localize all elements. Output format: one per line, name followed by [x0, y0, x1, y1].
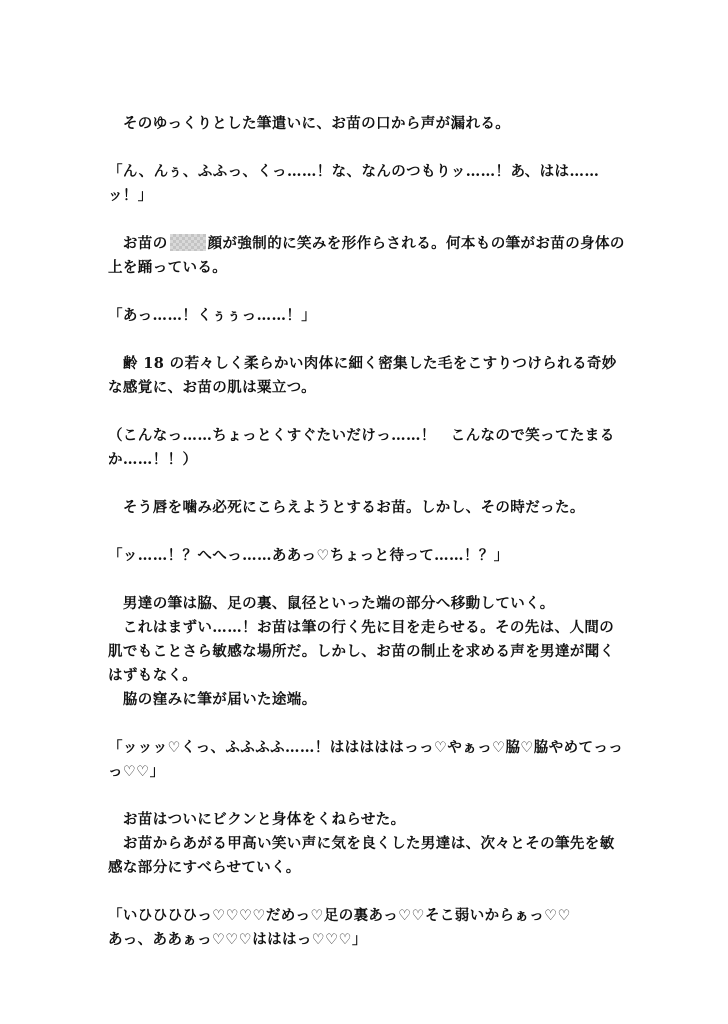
- paragraph-2: [108, 160, 628, 208]
- paragraph-10: [108, 736, 628, 784]
- text-line: これはまずい……！お苗は筆の行く先に目を走らせる。その先は、人間の: [108, 619, 615, 636]
- dialogue-line: あっ、ああぁっ♡♡♡はははっ♡♡♡」: [108, 931, 367, 948]
- dialogue-line: っ♡♡」: [108, 763, 165, 780]
- dialogue-line: 「ん、んぅ、ふふっ、くっ……！な、なんのつもりッ……！あ、はは……ッ！」: [108, 163, 600, 204]
- novel-page: [108, 112, 628, 952]
- paragraph-12: [108, 904, 628, 952]
- text-line: 感な部分にすべらせていく。: [108, 859, 301, 876]
- text-line: 上を踊っている。: [108, 259, 228, 276]
- text-line: 男達の筆は脇、足の裏、鼠径といった端の部分へ移動していく。: [108, 595, 555, 612]
- text-after-censor: 顔が強制的に笑みを形作らされる。何本もの筆がお苗の身体の: [207, 235, 625, 252]
- paragraph-9: [108, 592, 628, 712]
- dialogue-line: 「いひひひひっ♡♡♡♡だめっ♡足の裏あっ♡♡そこ弱いからぁっ♡♡: [108, 907, 571, 924]
- paragraph-1: [108, 112, 628, 136]
- paragraph-3: [108, 232, 628, 280]
- text-line: 脇の窪みに筆が届いた途端。: [108, 691, 317, 708]
- text-line: お苗からあがる甲高い笑い声に気を良くした男達は、次々とその筆先を敏: [108, 835, 615, 852]
- text-line: 肌でもことさら敏感な場所だ。しかし、お苗の制止を求める声を男達が聞く: [108, 643, 615, 660]
- thought-line: か……！！）: [108, 451, 198, 468]
- paragraph-11: [108, 808, 628, 880]
- dialogue-line: 「ッ……！？へへっ……ああっ♡ちょっと待って……！？」: [108, 547, 509, 564]
- text-before-censor: お苗の: [108, 235, 168, 252]
- paragraph-6: [108, 424, 628, 472]
- text-line: そう唇を噛み必死にこらえようとするお苗。しかし、その時だった。: [108, 499, 585, 516]
- text-line: な感覚に、お苗の肌は粟立つ。: [108, 379, 317, 396]
- text-line: そのゆっくりとした筆遣いに、お苗の口から声が漏れる。: [108, 115, 511, 132]
- thought-line: （こんなっ……ちょっとくすぐたいだけっ……！ こんなので笑ってたまる: [108, 427, 615, 444]
- paragraph-5: [108, 352, 628, 400]
- paragraph-4: [108, 304, 628, 328]
- text-line: 齢 18 の若々しく柔らかい肉体に細く密集した毛をこすりつけられる奇妙: [108, 355, 617, 372]
- text-line: はずもなく。: [108, 667, 198, 684]
- dialogue-line: 「あっ……！くぅぅっ……！」: [108, 307, 317, 324]
- paragraph-7: [108, 496, 628, 520]
- paragraph-8: [108, 544, 628, 568]
- censor-mosaic: [170, 234, 206, 251]
- text-line: お苗はついにビクンと身体をくねらせた。: [108, 811, 406, 828]
- dialogue-line: 「ッッッ♡くっ、ふふふふ……！はははははっっ♡やぁっ♡脇♡脇やめてっっ: [108, 739, 624, 756]
